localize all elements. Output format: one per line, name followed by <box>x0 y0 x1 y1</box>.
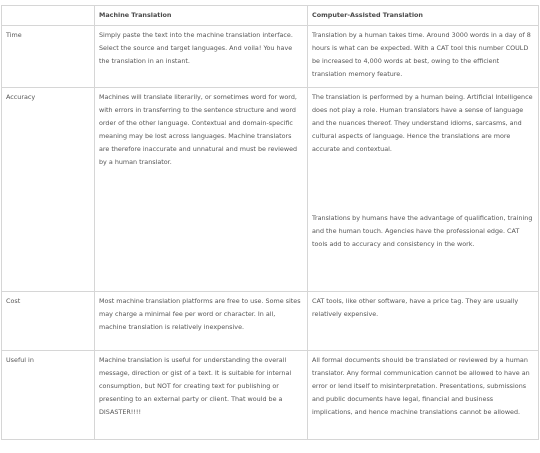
table-row-useful-in <box>2 351 539 440</box>
row-label-useful-in: Useful in <box>2 351 95 440</box>
accuracy-cat-paragraph-2: Translations by humans have the advantage of qualification, training and the human touch. Agencies have the professional edge. CAT tools add to accuracy and consistency in the work. <box>312 214 533 248</box>
table-row-accuracy <box>2 88 539 292</box>
comparison-table <box>1 5 539 440</box>
cell-time-machine: Simply paste the text into the machine translation interface. Select the source and target languages. And voila! You have the translation in an instant. <box>95 26 308 88</box>
header-machine-translation: Machine Translation <box>95 6 308 26</box>
accuracy-cat-paragraph-1: The translation is performed by a human being. Artificial Intelligence does not play a role. Human translators have a sense of language and the nuances thereof. They understand idioms, sarcasms, and cultural aspects of language. Hence the translations are more accurate and contextual. <box>312 93 533 153</box>
row-label-time: Time <box>2 26 95 88</box>
header-computer-assisted-translation: Computer-Assisted Translation <box>308 6 539 26</box>
paragraph-spacer <box>312 156 534 212</box>
table-row-cost <box>2 292 539 351</box>
cell-accuracy-machine: Machines will translate literarily, or sometimes word for word, with errors in transferring to the sentence structure and word order of the other language. Contextual and domain-specific meaning may be lost across languages. Machine translators are therefore inaccurate and unnatural and must be reviewed by a human translator. <box>95 88 308 292</box>
table-row-time <box>2 26 539 88</box>
header-blank-cell <box>2 6 95 26</box>
cell-time-cat: Translation by a human takes time. Around 3000 words in a day of 8 hours is what can be expected. With a CAT tool this number COULD be increased to 4,000 words at best, owing to the efficient translation memory feature. <box>308 26 539 88</box>
cell-cost-machine: Most machine translation platforms are free to use. Some sites may charge a minimal fee per word or character. In all, machine translation is relatively inexpensive. <box>95 292 308 351</box>
cell-useful-machine: Machine translation is useful for understanding the overall message, direction or gist of a text. It is suitable for internal consumption, but NOT for creating text for publishing or presenting to an external party or client. That would be a DISASTER!!!! <box>95 351 308 440</box>
cell-cost-cat: CAT tools, like other software, have a price tag. They are usually relatively expensive. <box>308 292 539 351</box>
table-header-row <box>2 6 539 26</box>
row-label-cost: Cost <box>2 292 95 351</box>
cell-accuracy-cat <box>308 88 539 292</box>
row-label-accuracy: Accuracy <box>2 88 95 292</box>
cell-useful-cat: All formal documents should be translated or reviewed by a human translator. Any formal communication cannot be allowed to have an error or lend itself to misinterpretation. Presentations, submissions and public documents have legal, financial and business implications, and hence machine translations cannot be allowed. <box>308 351 539 440</box>
